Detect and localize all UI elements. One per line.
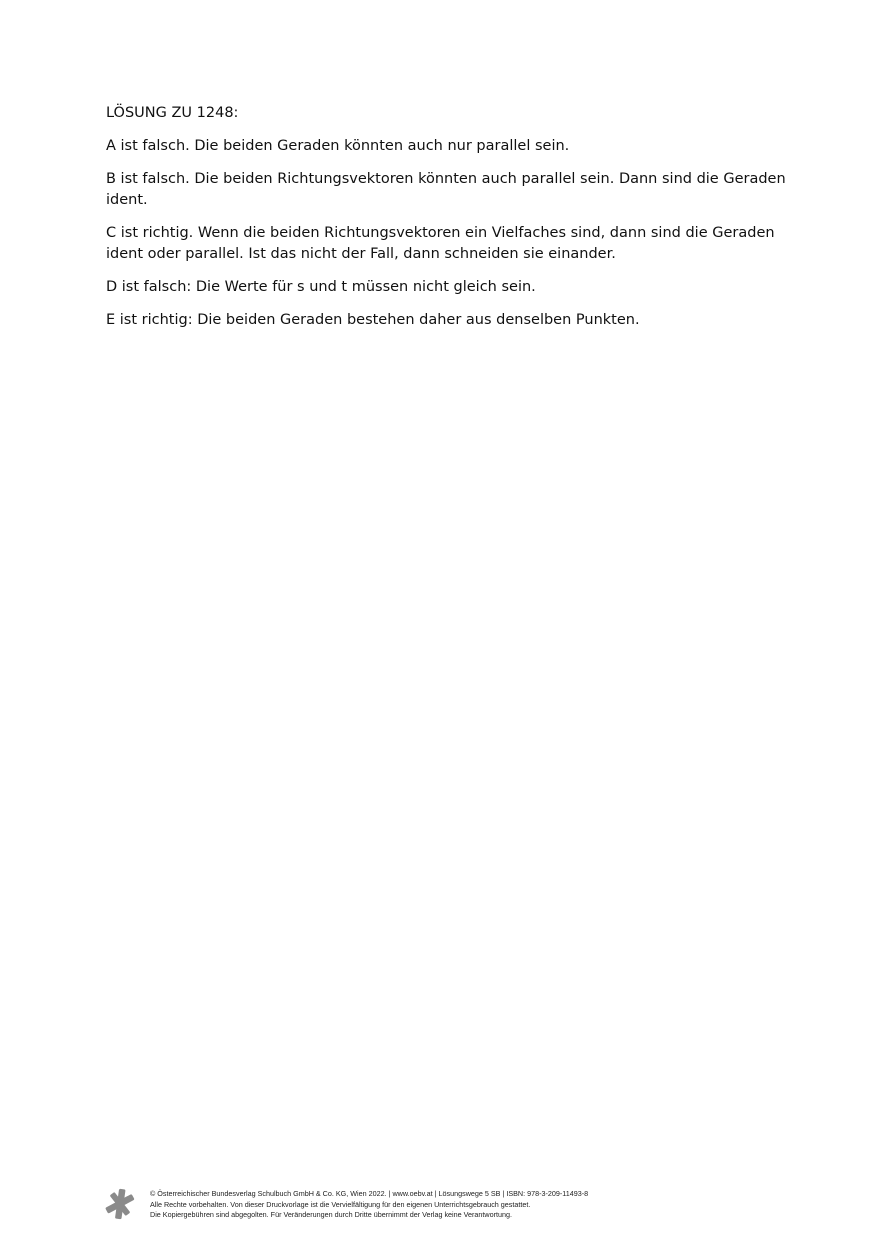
solution-answer-a: A ist falsch. Die beiden Geraden könnten auch nur parallel sein. [106, 138, 570, 154]
solution-answer-c: C ist richtig. Wenn die beiden Richtungsvektoren ein Vielfaches sind, dann sind die Geraden ident oder parallel. Ist das nicht der Fall, dann schneiden sie einander. [106, 225, 775, 262]
document-body [106, 103, 806, 343]
fees-line: Die Kopiergebühren sind abgegolten. Für Veränderungen durch Dritte übernimmt der Verlag keine Verantwortung. [150, 1210, 512, 1219]
solution-heading: LÖSUNG ZU 1248: [106, 105, 239, 121]
publisher-asterisk-icon [104, 1188, 136, 1220]
copyright-line: © Österreichischer Bundesverlag Schulbuch GmbH & Co. KG, Wien 2022. | www.oebv.at | Lösungswege 5 SB | ISBN: 978-3-209-11493-8 [150, 1189, 589, 1198]
page-footer [104, 1188, 804, 1228]
solution-answer-b: B ist falsch. Die beiden Richtungsvektoren könnten auch parallel sein. Dann sind die Geraden ident. [106, 171, 786, 208]
solution-answer-e: E ist richtig: Die beiden Geraden bestehen daher aus denselben Punkten. [106, 312, 640, 328]
copyright-notice [150, 1189, 588, 1221]
rights-line: Alle Rechte vorbehalten. Von dieser Druckvorlage ist die Vervielfältigung für den eigenen Unterrichtsgebrauch gestattet. [150, 1199, 531, 1209]
solution-answer-d: D ist falsch: Die Werte für s und t müssen nicht gleich sein. [106, 279, 536, 295]
